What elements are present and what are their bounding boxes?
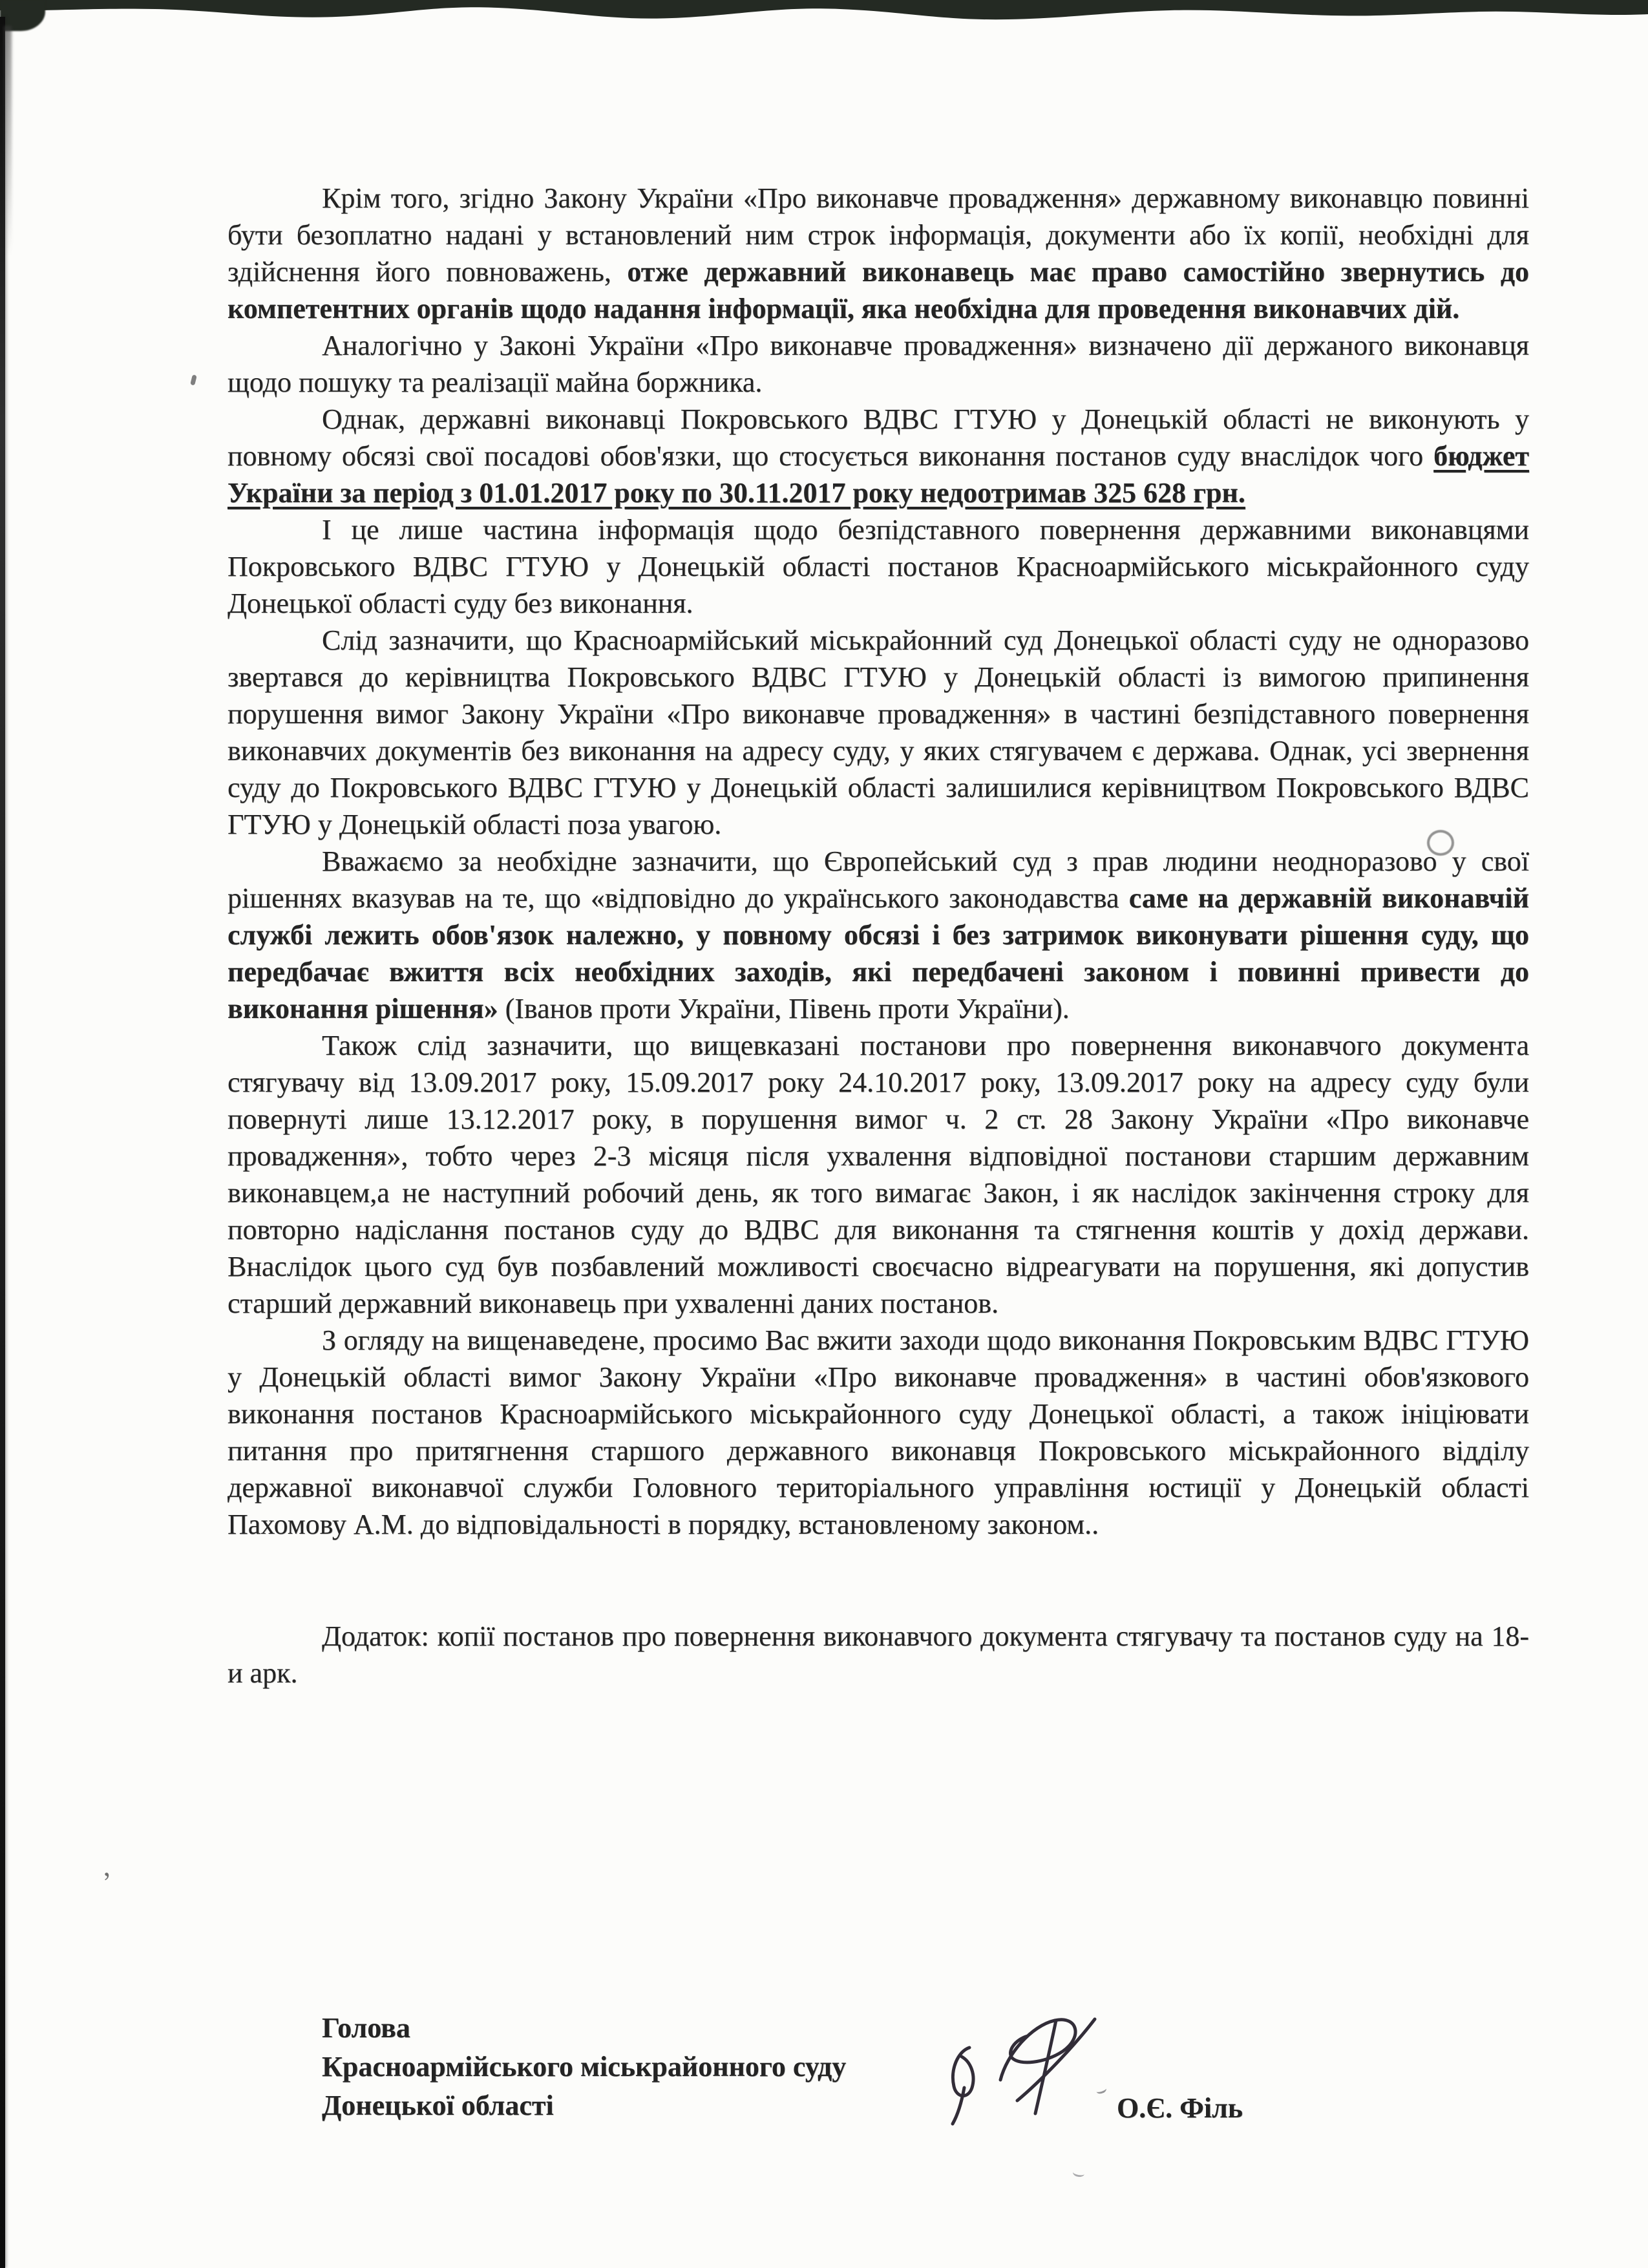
text-segment: Аналогічно у Законі України «Про виконавче провадження» визначено дії держаного виконавця щодо пошуку та реалізації майна боржника. [227, 330, 1529, 398]
text-segment: Також слід зазначити, що вищевказані постанови про повернення виконавчого документа стягувачу від 13.09.2017 року, 15.09.2017 року 24.10.2017 року, 13.09.2017 року на адресу суду були повернуті лише 13.12.2017 року, в порушення вимог ч. 2 ст. 28 Закону України «Про виконавче провадження», тобто через 2-3 місяця після ухвалення відповідної постанови старшим державним виконавцем,а не наступний робочий день, як того вимагає Закон, і як наслідок закінчення строку для повторно надіслання постанов суду до ВДВС для виконання та стягнення коштів у дохід держави. Внаслідок цього суд був позбавлений можливості своєчасно відреагувати на порушення, які допустив старший державний виконавець при ухваленні даних постанов. [227, 1030, 1529, 1319]
paragraph-attachment [227, 1618, 1529, 1691]
text-segment: Крім того, згідно Закону України «Про виконавче провадження» державному виконавцю повинні бути безоплатно надані у встановлений ним строк інформація, документи або їх копії, необхідні для здійснення його повноважень, [227, 182, 1529, 288]
text-segment: бюджет України за період з 01.01.2017 року по 30.11.2017 року недоотримав 325 628 грн. [227, 440, 1529, 509]
paragraph [227, 843, 1529, 1027]
text-segment: Вважаємо за необхідне зазначити, що Європейський суд з прав людини неодноразово у свої рішеннях вказував на те, що «відповідно до українського законодавства [227, 845, 1529, 914]
text-segment: (Іванов проти України, Півень проти України). [498, 993, 1070, 1024]
text-segment: Однак, державні виконавці Покровського ВДВС ГТУЮ у Донецькій області не виконують у повному обсязі свої посадові обов'язки, що стосується виконання постанов суду внаслідок чого [227, 403, 1529, 472]
text-segment: Слід зазначити, що Красноармійський міськрайонний суд Донецької області суду не одноразово звертався до керівництва Покровського ВДВС ГТУЮ у Донецькій області із вимогою припинення порушення вимог Закону України «Про виконавче провадження» в частині безпідставного повернення виконавчих документів без виконання на адресу суду, у яких стягувачем є держава. Однак, усі звернення суду до Покровського ВДВС ГТУЮ у Донецькій області залишилися керівництвом Покровського ВДВС ГТУЮ у Донецькій області поза увагою. [227, 624, 1529, 840]
scan-speck-artifact: , [100, 1850, 112, 1883]
paragraph [227, 622, 1529, 843]
document-body [227, 180, 1529, 1691]
text-segment: І це лише частина інформація щодо безпідставного повернення державними виконавцями Покровського ВДВС ГТУЮ у Донецькій області постанов Красноармійського міськрайонного суду Донецької області суду без виконання. [227, 514, 1529, 619]
text-segment: З огляду на вищенаведене, просимо Вас вжити заходи щодо виконання Покровським ВДВС ГТУЮ у Донецькій області вимог Закону України «Про виконавче провадження» в частині обов'язкового виконання постанов Красноармійського міськрайонного суду Донецької області, а також ініціювати питання про притягнення старшого державного виконавця Покровського міськрайонного відділу державної виконавчої служби Головного територіального управління юстиції у Донецькій області Пахомову А.М. до відповідальності в порядку, встановленому законом.. [227, 1324, 1529, 1540]
scan-speck-artifact [1072, 2168, 1085, 2178]
text-segment: отже державний виконавець має право самостійно звернутись до компетентних органів щодо надання інформації, яка необхідна для проведення виконавчих дій. [227, 256, 1529, 324]
scan-left-smudge-artifact [4, 26, 12, 297]
scan-left-edge-artifact [0, 17, 5, 2268]
text-segment: саме на державній виконавчій службі лежить обов'язок належно, у повному обсязі і без затримок виконувати рішення суду, що передбачає вжиття всіх необхідних заходів, які передбачені законом і повинні привести до виконання рішення» [227, 882, 1529, 1024]
signatory-title-line: Голова [322, 2012, 410, 2044]
signatory-name: О.Є. Філь [1117, 2092, 1243, 2124]
paragraph [227, 180, 1529, 327]
scan-speck-artifact [190, 374, 197, 385]
paragraph [227, 1322, 1529, 1543]
text-segment: Додаток: копії постанов про повернення виконавчого документа стягувачу та постанов суду на 18- и арк. [227, 1620, 1529, 1689]
signatory-title-line: Донецької області [322, 2090, 554, 2121]
scan-top-edge-artifact [0, 0, 1648, 26]
handwritten-signature [936, 1997, 1123, 2133]
signatory-title-line: Красноармійського міськрайонного суду [322, 2051, 847, 2083]
paragraph [227, 511, 1529, 622]
paragraph [227, 1027, 1529, 1322]
paragraph [227, 401, 1529, 511]
paragraph [227, 327, 1529, 401]
